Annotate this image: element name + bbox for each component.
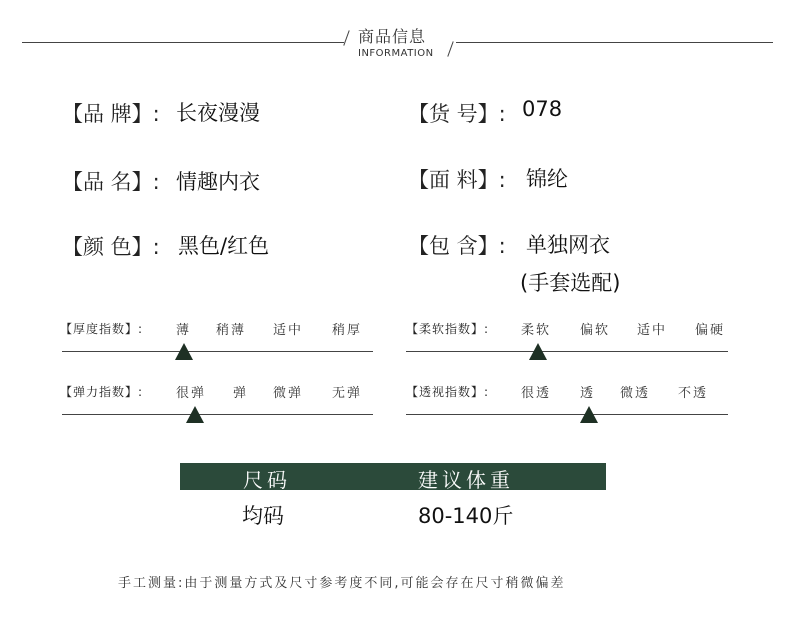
size-table-cell-weight: 80-140斤 <box>418 504 514 528</box>
header-left-slash <box>343 30 349 45</box>
color-value: 黑色/红色 <box>178 234 270 258</box>
thickness-marker <box>175 343 193 360</box>
transparency-option: 很透 <box>521 386 552 401</box>
fabric-value: 锦纶 <box>526 167 568 191</box>
thickness-option: 适中 <box>273 323 304 338</box>
header-title-cn: 商品信息 <box>358 27 427 46</box>
item-no-label: 【货 号】: <box>408 102 506 126</box>
transparency-scale-line <box>406 414 728 415</box>
elasticity-label: 【弹力指数】: <box>60 385 144 399</box>
softness-scale-line <box>406 351 728 352</box>
thickness-option: 稍薄 <box>216 323 247 338</box>
transparency-option: 微透 <box>620 386 651 401</box>
includes-value: 单独网衣 <box>526 233 610 257</box>
transparency-label: 【透视指数】: <box>406 385 490 399</box>
softness-label: 【柔软指数】: <box>406 322 490 336</box>
size-table-cell-size: 均码 <box>242 504 284 528</box>
transparency-option: 透 <box>580 386 596 401</box>
thickness-label: 【厚度指数】: <box>60 322 144 336</box>
item-no-value: 078 <box>522 97 563 121</box>
softness-marker <box>529 343 547 360</box>
elasticity-marker <box>186 406 204 423</box>
thickness-scale-line <box>62 351 373 352</box>
includes-note: (手套选配) <box>520 271 621 295</box>
header-title-en: INFORMATION <box>358 48 434 59</box>
elasticity-option: 弹 <box>233 386 249 401</box>
softness-option: 柔软 <box>521 323 552 338</box>
elasticity-option: 无弹 <box>332 386 363 401</box>
size-table-header-size: 尺码 <box>243 468 291 492</box>
name-label: 【品 名】: <box>62 170 160 194</box>
color-label: 【颜 色】: <box>62 235 160 259</box>
fabric-label: 【面 料】: <box>408 168 506 192</box>
header-right-rule <box>456 42 773 43</box>
softness-option: 适中 <box>637 323 668 338</box>
elasticity-option: 很弹 <box>176 386 207 401</box>
transparency-marker <box>580 406 598 423</box>
brand-value: 长夜漫漫 <box>176 101 260 125</box>
name-value: 情趣内衣 <box>176 170 260 194</box>
elasticity-option: 微弹 <box>273 386 304 401</box>
header-left-rule <box>22 42 344 43</box>
thickness-option: 薄 <box>176 323 192 338</box>
softness-option: 偏硬 <box>695 323 726 338</box>
header-right-slash <box>447 41 453 56</box>
measurement-note: 手工测量:由于测量方式及尺寸参考度不同,可能会存在尺寸稍微偏差 <box>118 576 566 591</box>
softness-option: 偏软 <box>580 323 611 338</box>
includes-label: 【包 含】: <box>408 234 506 258</box>
thickness-option: 稍厚 <box>332 323 363 338</box>
size-table-header-weight: 建议体重 <box>418 468 514 492</box>
brand-label: 【品 牌】: <box>62 102 160 126</box>
elasticity-scale-line <box>62 414 373 415</box>
transparency-option: 不透 <box>678 386 709 401</box>
